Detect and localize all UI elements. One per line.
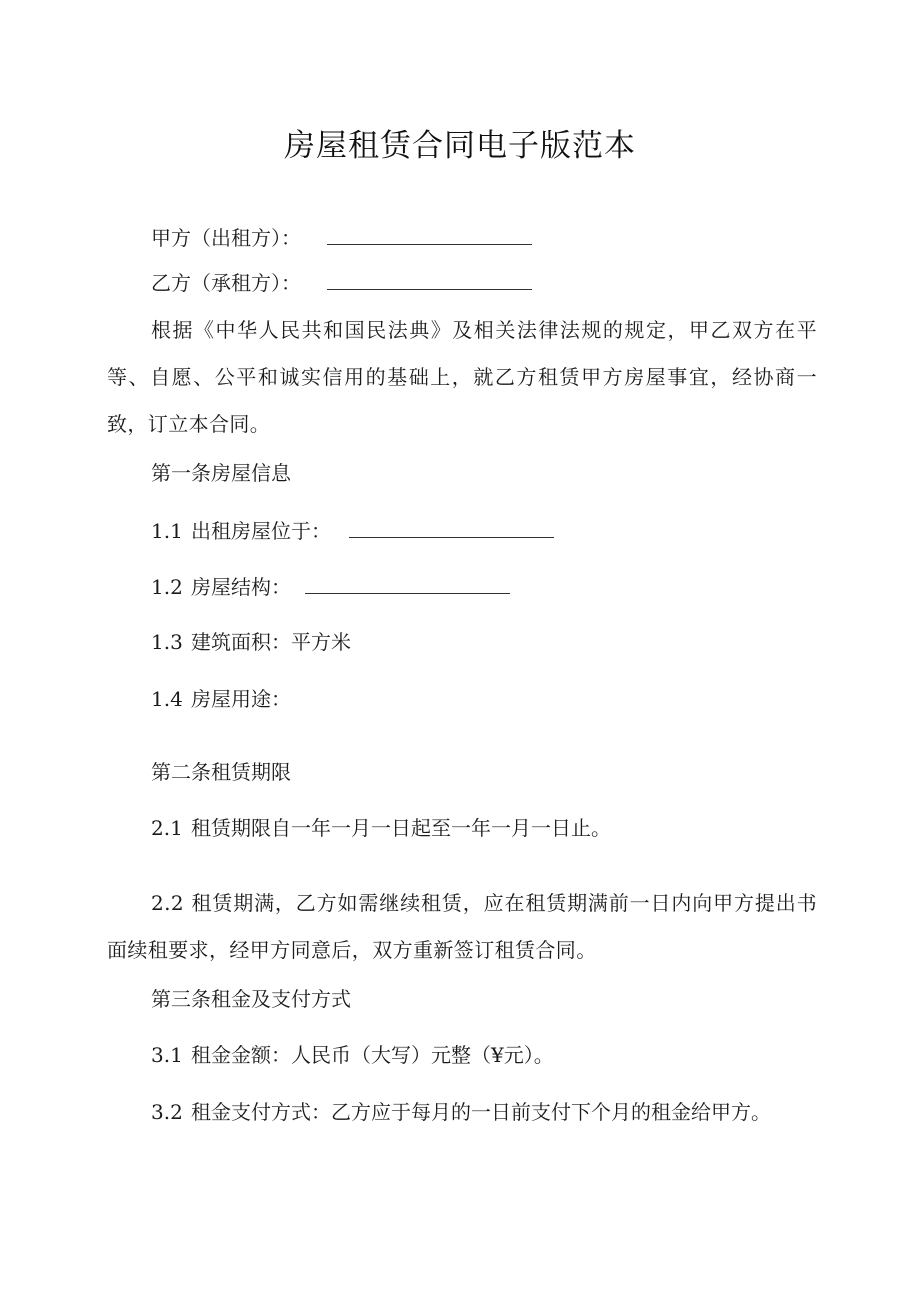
clause-text: 建筑面积：平方米: [191, 630, 351, 654]
clause-number: 1.4: [151, 687, 183, 711]
party-b-line: [151, 268, 532, 298]
structure-blank: [305, 592, 510, 594]
clause-1-2: [151, 572, 510, 602]
intro-paragraph: 根据《中华人民共和国民法典》及相关法律法规的规定，甲乙双方在平等、自愿、公平和诚实信用的基础上，就乙方租赁甲方房屋事宜，经协商一致，订立本合同。: [107, 318, 817, 436]
clause-1-1: [151, 516, 554, 546]
clause-number: 2.1: [151, 816, 183, 840]
party-a-line: [151, 223, 532, 253]
document-title: 房屋租赁合同电子版范本: [284, 128, 636, 164]
clause-number: 2.2: [151, 891, 185, 915]
clause-text: 租赁期限自一年一月一日起至一年一月一日止。: [191, 816, 611, 840]
party-b-label: 乙方（承租方）：: [151, 271, 301, 295]
party-a-blank: [327, 243, 532, 245]
location-blank: [349, 536, 554, 538]
clause-number: 1.2: [151, 575, 183, 599]
clause-3-1: [151, 1040, 554, 1070]
clause-number: 3.1: [151, 1043, 183, 1067]
clause-text: 房屋结构：: [191, 575, 291, 599]
clause-2-2: [107, 880, 817, 974]
clause-1-3: [151, 627, 351, 657]
party-a-label: 甲方（出租方）：: [151, 226, 301, 250]
clause-text: 租金支付方式：乙方应于每月的一日前支付下个月的租金给甲方。: [191, 1100, 771, 1124]
clause-text: 租金金额：人民币（大写）元整（¥元）。: [191, 1043, 554, 1067]
party-b-blank: [327, 288, 532, 290]
article3-heading: 第三条租金及支付方式: [151, 987, 351, 1011]
clause-1-4: [151, 684, 291, 714]
clause-text: 出租房屋位于：: [191, 519, 331, 543]
clause-3-2: [151, 1097, 771, 1127]
clause-text: 租赁期满，乙方如需继续租赁，应在租赁期满前一日内向甲方提出书面续租要求，经甲方同意后，双方重新签订租赁合同。: [107, 891, 817, 962]
article1-heading: 第一条房屋信息: [151, 461, 291, 485]
clause-text: 房屋用途：: [191, 687, 291, 711]
article2-heading: 第二条租赁期限: [151, 760, 291, 784]
clause-2-1: [151, 813, 611, 843]
clause-number: 3.2: [151, 1100, 183, 1124]
clause-number: 1.1: [151, 519, 183, 543]
clause-number: 1.3: [151, 630, 183, 654]
